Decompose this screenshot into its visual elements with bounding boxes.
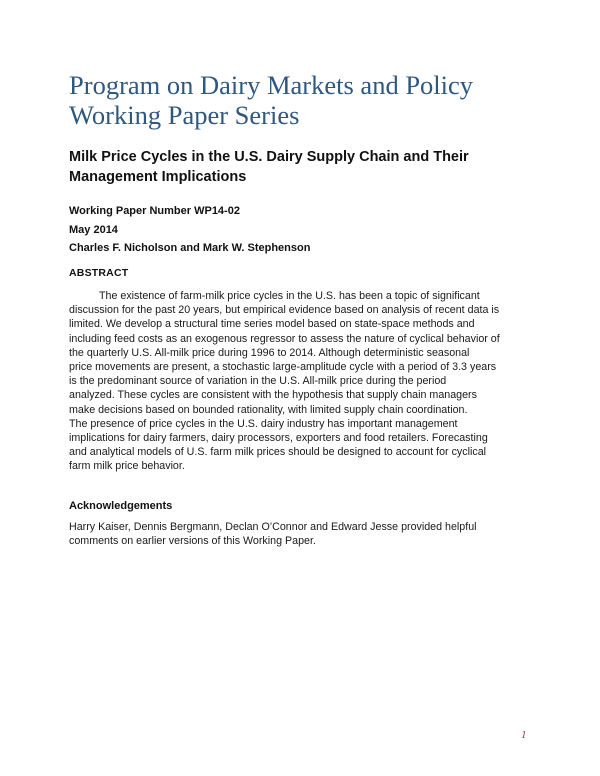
series-title bbox=[69, 70, 539, 130]
abstract-heading: ABSTRACT bbox=[69, 267, 129, 279]
paper-title-line: Milk Price Cycles in the U.S. Dairy Supply Chain and Their bbox=[69, 149, 469, 165]
paper-title bbox=[69, 147, 539, 187]
abstract-line: implications for dairy farmers, dairy processors, exporters and food retailers. Forecasting bbox=[69, 432, 488, 445]
abstract-line: discussion for the past 20 years, but empirical evidence based on analysis of recent data is bbox=[69, 304, 500, 317]
abstract-line: and analytical models of U.S. farm milk prices should be designed to account for cyclical bbox=[69, 446, 487, 459]
series-title-line: Working Paper Series bbox=[69, 100, 300, 130]
abstract-line: The presence of price cycles in the U.S. dairy industry has important management bbox=[69, 417, 458, 430]
abstract-line: the quarterly U.S. All-milk price during 1996 to 2014. Although deterministic seasonal bbox=[69, 346, 470, 359]
abstract-line: The existence of farm-milk price cycles in the U.S. has been a topic of significant bbox=[99, 290, 480, 302]
publication-date: May 2014 bbox=[69, 224, 118, 236]
paper-title-line: Management Implications bbox=[69, 169, 247, 185]
abstract-line: farm milk price behavior. bbox=[69, 460, 185, 473]
abstract-line: limited. We develop a structural time series model based on state-space methods and bbox=[69, 318, 475, 331]
working-paper-number: Working Paper Number WP14-02 bbox=[69, 205, 240, 217]
acknowledgements-line: Harry Kaiser, Dennis Bergmann, Declan O’Connor and Edward Jesse provided helpful bbox=[69, 521, 477, 533]
authors: Charles F. Nicholson and Mark W. Stephenson bbox=[69, 242, 311, 254]
series-title-line: Program on Dairy Markets and Policy bbox=[69, 70, 474, 100]
abstract-body bbox=[69, 289, 539, 474]
acknowledgements-body bbox=[69, 520, 539, 548]
abstract-line: analyzed. These cycles are consistent with the hypothesis that supply chain managers bbox=[69, 389, 477, 402]
acknowledgements-line: comments on earlier versions of this Working Paper. bbox=[69, 535, 316, 548]
abstract-line: price movements are present, a stochastic large-amplitude cycle with a period of 3.3 years bbox=[69, 361, 497, 374]
abstract-line: including feed costs as an exogenous regressor to assess the nature of cyclical behavior of bbox=[69, 332, 500, 345]
acknowledgements-heading: Acknowledgements bbox=[69, 500, 173, 512]
page-number: 1 bbox=[521, 729, 527, 741]
abstract-line: make decisions based on bounded rationality, with limited supply chain coordination. bbox=[69, 403, 468, 416]
abstract-line: is the predominant source of variation in the U.S. All-milk price during the period bbox=[69, 375, 447, 388]
